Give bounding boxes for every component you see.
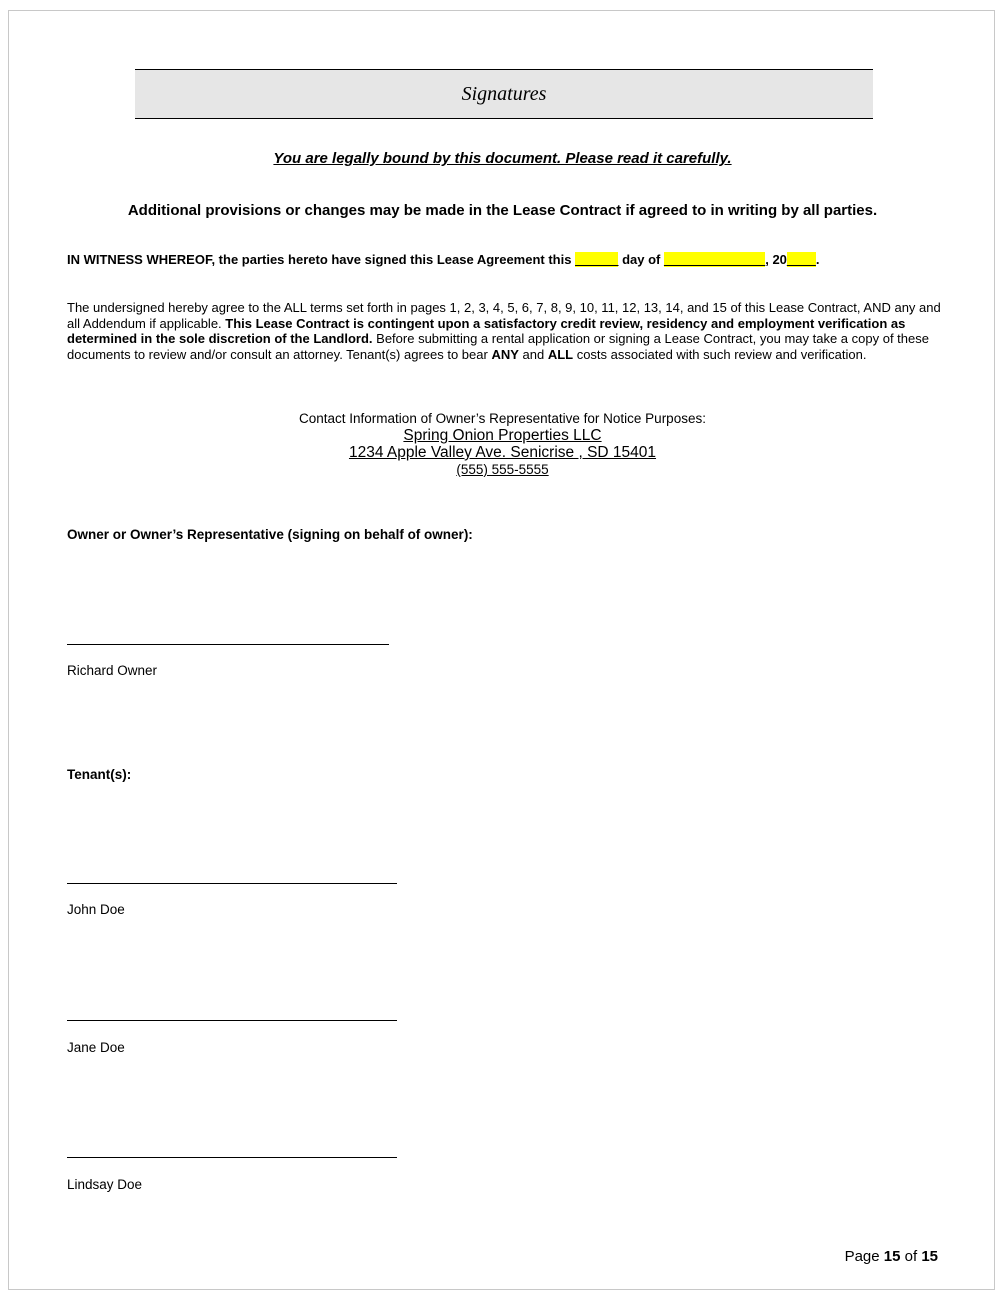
document-page	[8, 10, 995, 1290]
company-address: 1234 Apple Valley Ave. Senicrise , SD 15401	[348, 444, 657, 461]
witness-text-c: , 20	[765, 252, 787, 267]
legal-warning: You are legally bound by this document. Please read it carefully.	[273, 150, 732, 167]
tenant-signature-line-3[interactable]	[67, 1157, 397, 1158]
owner-label: Owner or Owner’s Representative (signing on behalf of owner):	[67, 527, 473, 542]
provisions-note: Additional provisions or changes may be made in the Lease Contract if agreed to in writing by all parties.	[127, 202, 878, 219]
section-title: Signatures	[461, 82, 547, 105]
tenant-name-3: Lindsay Doe	[67, 1177, 143, 1192]
tenant-signature-line-1[interactable]	[67, 883, 397, 884]
terms-text-1: The undersigned hereby agree to the ALL terms set forth in pages 1, 2, 3, 4, 5, 6, 7, 8, 9, 10, 11, 12, 13, 14, and 15 of this Lease Contract, AND any and all Addendum if applicable.	[67, 300, 941, 331]
page-total: 15	[921, 1248, 938, 1265]
terms-contingency: This Lease Contract is contingent upon a satisfactory credit review, residency and employment verification as determined in the sole discretion of the Landlord.	[67, 315, 906, 347]
tenants-label: Tenant(s):	[67, 767, 132, 782]
owner-signature-line[interactable]	[67, 644, 389, 645]
page-current: 15	[883, 1248, 901, 1265]
terms-paragraph	[67, 300, 947, 362]
witness-text-b: day of	[618, 252, 664, 267]
terms-any: ANY	[491, 346, 519, 362]
page-prefix: Page	[844, 1248, 884, 1265]
month-blank[interactable]: ______________	[663, 252, 766, 267]
tenant-name-2: Jane Doe	[67, 1040, 125, 1055]
contact-block	[9, 410, 996, 478]
page-number	[845, 1248, 938, 1265]
owner-name: Richard Owner	[67, 663, 158, 678]
witness-text-d: .	[815, 252, 820, 267]
page-of: of	[900, 1248, 922, 1265]
tenant-name-1: John Doe	[67, 902, 125, 917]
section-banner	[135, 69, 873, 119]
witness-statement	[67, 252, 947, 267]
terms-text-4: costs associated with such review and verification.	[573, 346, 867, 362]
terms-text-3: and	[518, 346, 548, 362]
day-blank[interactable]: ______	[575, 252, 619, 267]
witness-text-a: IN WITNESS WHEREOF, the parties hereto have signed this Lease Agreement this	[67, 252, 576, 267]
company-phone: (555) 555-5555	[456, 462, 549, 477]
terms-all: ALL	[547, 346, 574, 362]
company-name: Spring Onion Properties LLC	[403, 427, 602, 444]
tenant-signature-line-2[interactable]	[67, 1020, 397, 1021]
year-blank[interactable]: ____	[786, 252, 816, 267]
contact-intro: Contact Information of Owner’s Representative for Notice Purposes:	[299, 411, 706, 426]
terms-text-2: Before submitting a rental application or signing a Lease Contract, you may take a copy of these documents to review and/or consult an attorney. Tenant(s) agrees to bear	[67, 331, 929, 362]
